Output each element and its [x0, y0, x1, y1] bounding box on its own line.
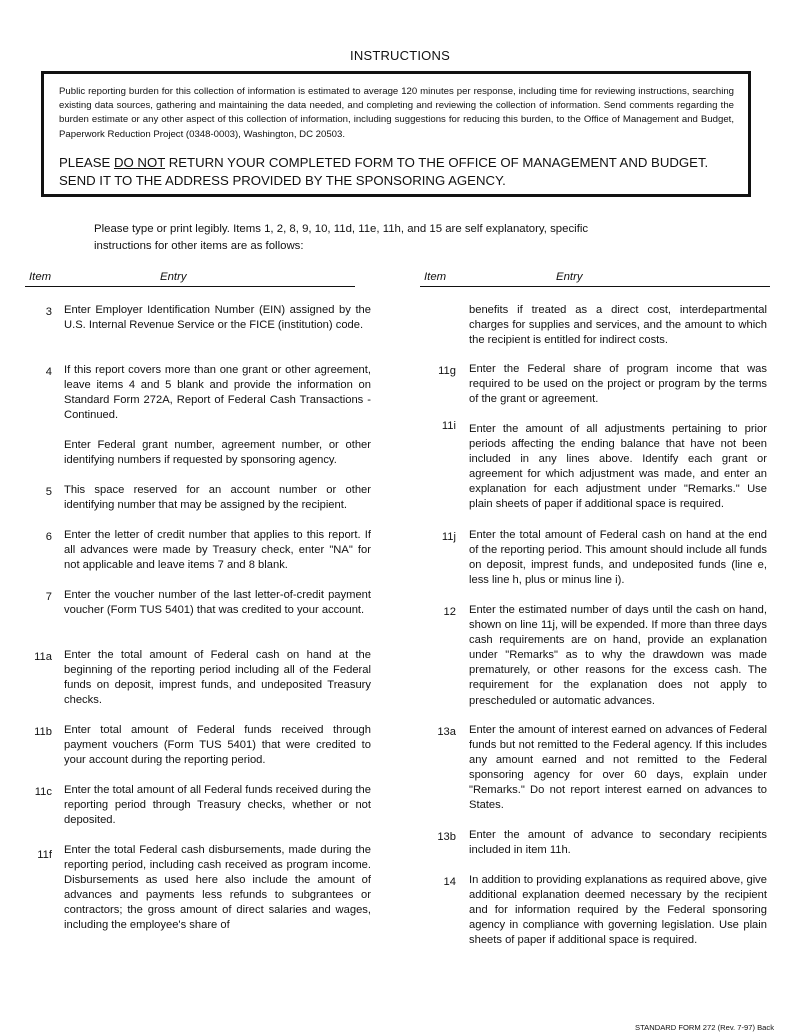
item-entry — [469, 603, 767, 709]
entry-paragraph: If this report covers more than one grant or other agreement, leave items 4 and 5 blank and provide the information on Standard Form 272A, Report of Federal Cash Transactions - Continued. — [64, 364, 371, 422]
warning-pre: PLEASE — [59, 154, 114, 170]
page-title: INSTRUCTIONS — [350, 48, 450, 63]
item-entry — [469, 303, 767, 348]
item-entry — [469, 873, 767, 948]
item-number: 11j — [441, 531, 456, 543]
item-entry — [469, 528, 767, 588]
left-header-rule — [25, 286, 355, 287]
item-number: 11a — [34, 651, 52, 663]
item-number: 11f — [37, 849, 52, 861]
item-number: 3 — [45, 306, 52, 318]
entry-paragraph: Enter the total amount of Federal cash on hand at the beginning of the reporting period including all of the Federal funds on deposit, imprest funds, and undeposited Treasury checks. — [64, 649, 371, 707]
item-entry — [64, 783, 371, 828]
item-number: 11c — [34, 786, 52, 798]
entry-paragraph: Enter total amount of Federal funds received through payment vouchers (Form TUS 5401) that were credited to your account during the reporting period. — [64, 724, 371, 767]
entry-paragraph: Enter the estimated number of days until the cash on hand, shown on line 11j, will be expended. If more than three days cash requirements are on hand, provide an explanation under "Remarks" as to why the drawdown was made prematurely, or other reasons for the excess cash. The requirement for the explanation does not apply to prescheduled or automatic advances. — [469, 604, 767, 707]
left-entry-header: Entry — [160, 271, 187, 283]
item-number: 11g — [438, 365, 456, 377]
entry-paragraph: Enter Federal grant number, agreement number, or other identifying numbers if requested by sponsoring agency. — [64, 439, 371, 467]
item-number: 12 — [443, 606, 456, 618]
item-entry — [469, 723, 767, 814]
item-entry — [64, 588, 371, 618]
item-entry — [469, 422, 767, 513]
right-item-header: Item — [424, 271, 447, 283]
entry-paragraph: Enter the total Federal cash disbursements, made during the reporting period, including cash received as program income. Disbursements as used here also include the amount of advances and payments less refunds to subgrantees or contractors; the gross amount of direct salaries and wages, including the employee's share of — [64, 844, 371, 932]
item-entry — [64, 723, 371, 768]
item-entry — [64, 363, 371, 469]
item-number: 14 — [443, 876, 456, 888]
burden-notice-box — [41, 71, 751, 197]
item-number: 5 — [45, 486, 52, 498]
item-number: 13b — [437, 831, 456, 843]
entry-paragraph: Enter the total amount of all Federal funds received during the reporting period through Treasury checks, whether or not deposited. — [64, 784, 371, 827]
entry-paragraph: Enter Employer Identification Number (EIN) assigned by the U.S. Internal Revenue Service or the FICE (institution) code. — [64, 304, 371, 332]
left-item-header: Item — [29, 271, 52, 283]
entry-paragraph: Enter the amount of interest earned on advances of Federal funds but not remitted to the Federal agency. If this includes any amount earned and not remitted to the Federal sponsoring agency for over 60 days, explain under "Remarks." Do not report interest earned on advances to States. — [469, 724, 767, 812]
entry-paragraph: Enter the letter of credit number that applies to this report. If all advances were made by Treasury check, enter "NA" for not applicable and leave items 7 and 8 blank. — [64, 529, 371, 572]
item-number: 4 — [45, 366, 52, 378]
item-number: 13a — [437, 726, 456, 738]
warning-do-not: DO NOT — [113, 154, 166, 170]
entry-paragraph: In addition to providing explanations as required above, give additional explanation deemed necessary by the recipient and for information required by the Federal sponsoring agency in compliance with governing legislation. Use plain sheets of paper if additional space is required. — [469, 874, 767, 947]
item-entry — [64, 648, 371, 708]
item-entry — [64, 483, 371, 513]
intro-text: Please type or print legibly. Items 1, 2, 8, 9, 10, 11d, 11e, 11h, and 15 are self explanatory, specific instructions for other items are as follows: — [94, 223, 589, 252]
item-number: 11b — [34, 726, 52, 738]
item-entry — [469, 362, 767, 407]
entry-paragraph: Enter the voucher number of the last letter-of-credit payment voucher (Form TUS 5401) that was credited to your account. — [64, 589, 371, 617]
burden-statement: Public reporting burden for this collection of information is estimated to average 120 minutes per response, including time for reviewing instructions, searching existing data sources, gathering and maintaining the data needed, and completing and reviewing the collection of information. Send comments regarding the burden estimate or any other aspect of this collection of information, including suggestions for reducing this burden, to the Office of Management and Budget, Paperwork Reduction Project (0348-0003), Washington, DC 20503. — [59, 86, 734, 140]
entry-paragraph: benefits if treated as a direct cost, interdepartmental charges for supplies and services, and the amount to which the recipient is entitled for indirect costs. — [469, 304, 767, 347]
entry-paragraph: Enter the amount of all adjustments pertaining to prior periods affecting the ending balance that have not been included in any lines above. Identify each grant or agreement for which adjustment was made, and enter an explanation for each adjustment under "Remarks." Use plain sheets of paper if additional space is required. — [469, 423, 767, 511]
item-entry — [64, 528, 371, 573]
item-entry — [469, 828, 767, 858]
entry-paragraph: Enter the total amount of Federal cash on hand at the end of the reporting period. This amount should include all funds on deposit, imprest funds, and undeposited funds (line e, less line h, plus or minus line i). — [469, 529, 767, 587]
item-number: 11i — [441, 420, 456, 432]
form-footer: STANDARD FORM 272 (Rev. 7-97) Back — [635, 1023, 774, 1032]
item-entry — [64, 303, 371, 333]
entry-paragraph: This space reserved for an account number or other identifying number that may be assigned by the recipient. — [64, 484, 371, 512]
right-header-rule — [420, 286, 770, 287]
item-number: 7 — [45, 591, 52, 603]
return-warning — [59, 154, 734, 190]
item-entry — [64, 843, 371, 934]
right-entry-header: Entry — [556, 271, 583, 283]
warning-post: RETURN YOUR COMPLETED FORM TO THE OFFICE OF MANAGEMENT AND BUDGET. SEND IT TO THE ADDRESS PROVIDED BY THE SPONSORING AGENCY. — [59, 154, 709, 188]
entry-paragraph: Enter the Federal share of program income that was required to be used on the project or program by the terms of the grant or agreement. — [469, 363, 767, 406]
entry-paragraph: Enter the amount of advance to secondary recipients included in item 11h. — [469, 829, 767, 857]
item-number: 6 — [45, 531, 52, 543]
